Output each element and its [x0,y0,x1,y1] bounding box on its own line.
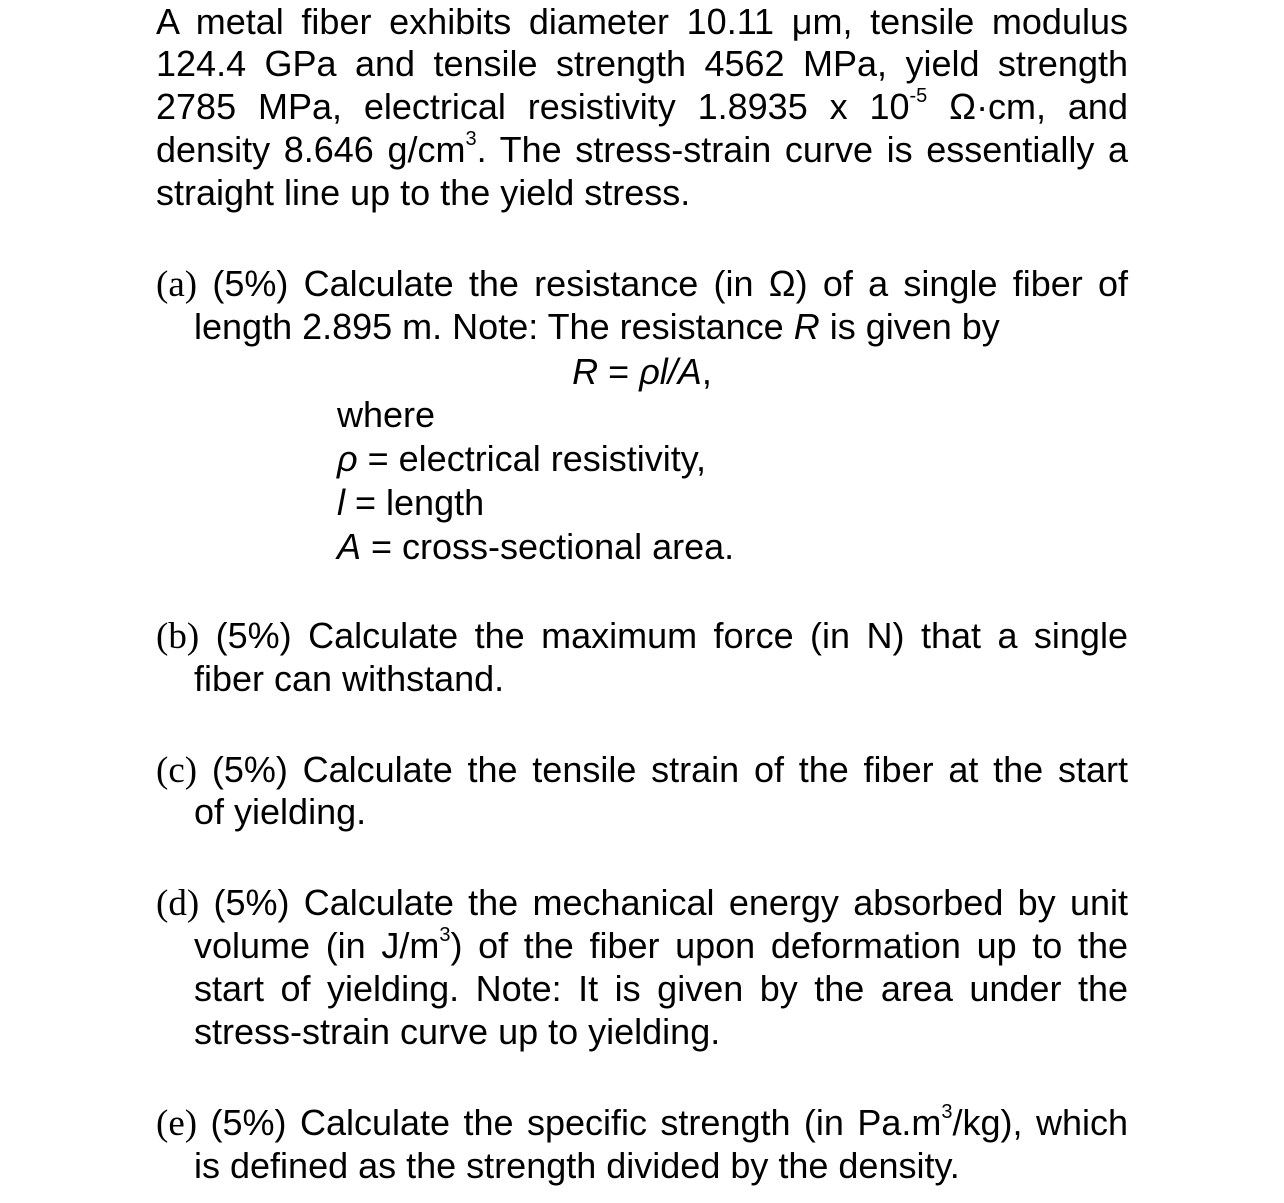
question-d-line-3: start of yielding. Note: It is given by the area under the [194,968,1128,1009]
question-e-line-2: is defined as the strength divided by the density. [194,1145,960,1186]
definition-area: A = cross-sectional area. [337,526,735,567]
definition-length: l = length [337,482,485,523]
definition-resistivity: ρ = electrical resistivity, [337,438,707,479]
resistance-formula: R = ρl/A, [572,351,712,392]
question-b-line-1: (b) (5%) Calculate the maximum force (in N) that a single [156,615,1128,657]
question-b-label: (b) [156,616,200,657]
question-c-line-1: (c) (5%) Calculate the tensile strain of the fiber at the start [156,749,1128,791]
intro-line-5: straight line up to the yield stress. [156,172,691,213]
question-d-line-4: stress-strain curve up to yielding. [194,1011,721,1052]
question-e-line-1: (e) (5%) Calculate the specific strength (in $Pa.m^3/kg$), which [156,1101,1128,1144]
intro-line-4: density 8.646 $g/cm^3$. The stress-strain curve is essentially a [156,128,1128,170]
question-d-line-2: volume (in $J/m^3$) of the fiber upon deformation up to the [194,924,1128,966]
question-a-line-1: (a) (5%) Calculate the resistance (in Ω) of a single fiber of [156,263,1128,305]
question-d-label: (d) [156,883,200,924]
question-c-line-2: of yielding. [194,791,367,832]
question-a-label: (a) [156,264,198,305]
intro-line-1: A metal fiber exhibits diameter 10.11 μm, tensile modulus [156,1,1128,42]
question-b-line-2: fiber can withstand. [194,658,505,699]
intro-line-3: 2785 MPa, electrical resistivity 1.8935 x $10^{-5}$ Ω·cm, and [156,85,1128,127]
intro-line-2: 124.4 GPa and tensile strength 4562 MPa, yield strength [156,43,1128,84]
question-d-line-1: (d) (5%) Calculate the mechanical energy absorbed by unit [156,882,1128,924]
question-a-line-2: length 2.895 m. Note: The resistance R is given by [194,306,1000,347]
question-e-label: (e) [156,1103,198,1144]
where-label: where [337,394,436,435]
question-c-label: (c) [156,750,198,791]
